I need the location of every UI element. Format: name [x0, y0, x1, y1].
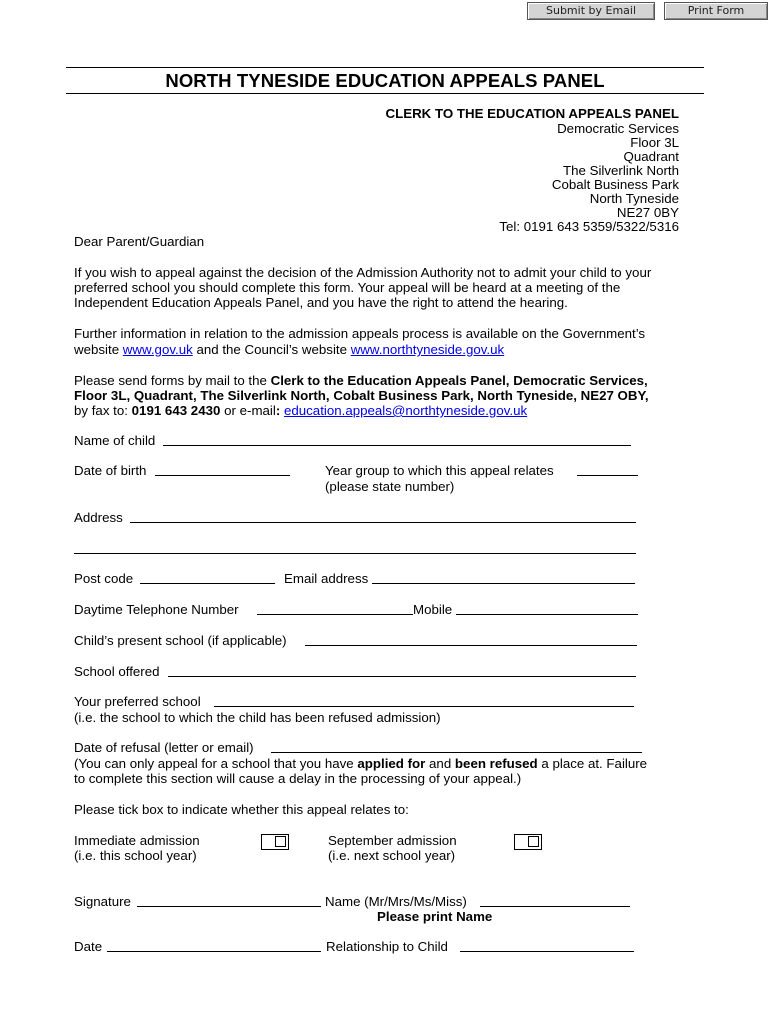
address-line: Cobalt Business Park: [551, 177, 679, 192]
page-title: NORTH TYNESIDE EDUCATION APPEALS PANEL: [165, 70, 605, 91]
print-name-note: Please print Name: [377, 909, 493, 924]
mobile-field[interactable]: [456, 614, 638, 615]
refusal-note-text: and: [425, 756, 455, 771]
email-address-field[interactable]: [372, 583, 635, 584]
child-name-label: Name of child: [74, 433, 156, 448]
send-paragraph-line: [74, 403, 527, 418]
info-text: and the Council’s website: [192, 342, 351, 357]
refusal-date-label: Date of refusal (letter or email): [74, 740, 254, 755]
tick-prompt: Please tick box to indicate whether this appeal relates to:: [74, 802, 409, 817]
submit-by-email-button[interactable]: Submit by Email: [527, 2, 655, 20]
child-name-field[interactable]: [163, 445, 631, 446]
date-field[interactable]: [107, 951, 321, 952]
north-tyneside-link[interactable]: www.northtyneside.gov.uk: [350, 342, 505, 357]
send-text: or e-mail: [220, 403, 276, 418]
info-paragraph-line: [74, 342, 504, 357]
title-top-rule: [66, 67, 704, 68]
name-field[interactable]: [480, 906, 630, 907]
present-school-label: Child’s present school (if applicable): [74, 633, 287, 648]
address-line: Quadrant: [623, 149, 679, 164]
salutation: Dear Parent/Guardian: [74, 234, 205, 249]
checkbox-box-icon: [275, 836, 286, 847]
address-line: The Silverlink North: [562, 163, 679, 178]
date-label: Date: [74, 939, 103, 954]
mobile-label: Mobile: [413, 602, 453, 617]
signature-field[interactable]: [137, 906, 321, 907]
clerk-heading: CLERK TO THE EDUCATION APPEALS PANEL: [385, 106, 679, 121]
year-group-field[interactable]: [577, 475, 638, 476]
address-line: Democratic Services: [557, 121, 679, 136]
refusal-note-line: to complete this section will cause a delay in the processing of your appeal.): [74, 771, 522, 786]
intro-paragraph-line: If you wish to appeal against the decision of the Admission Authority not to admit your child to your: [74, 265, 652, 280]
send-text: :: [275, 403, 281, 418]
telephone-line: Tel: 0191 643 5359/5322/5316: [499, 219, 679, 234]
immediate-admission-label: Immediate admission: [74, 833, 200, 848]
address-line: NE27 0BY: [616, 205, 679, 220]
title-bottom-rule: [66, 93, 704, 94]
address-label: Address: [74, 510, 123, 525]
print-form-button[interactable]: Print Form: [664, 2, 768, 20]
email-link[interactable]: education.appeals@northtyneside.gov.uk: [283, 403, 528, 418]
immediate-admission-note: (i.e. this school year): [74, 848, 197, 863]
send-text: by fax to:: [74, 403, 132, 418]
post-code-field[interactable]: [140, 583, 275, 584]
address-field[interactable]: [130, 522, 636, 523]
post-code-label: Post code: [74, 571, 134, 586]
september-admission-label: September admission: [328, 833, 457, 848]
school-offered-field[interactable]: [168, 676, 636, 677]
dob-label: Date of birth: [74, 463, 147, 478]
daytime-phone-field[interactable]: [257, 614, 413, 615]
address-line: North Tyneside: [589, 191, 679, 206]
school-offered-label: School offered: [74, 664, 160, 679]
send-text: Please send forms by mail to the: [74, 373, 271, 388]
september-admission-checkbox[interactable]: [514, 834, 542, 850]
send-paragraph-line: [74, 373, 648, 388]
name-label: Name (Mr/Mrs/Ms/Miss): [325, 894, 467, 909]
address-line: Floor 3L: [630, 135, 679, 150]
fax-number: 0191 643 2430: [131, 403, 221, 418]
send-paragraph-line: Floor 3L, Quadrant, The Silverlink North, Cobalt Business Park, North Tyneside, NE27 OBY,: [74, 388, 649, 403]
refusal-note-bold: applied for: [357, 756, 426, 771]
intro-paragraph-line: Independent Education Appeals Panel, and you have the right to attend the hearing.: [74, 295, 568, 310]
preferred-school-field[interactable]: [214, 706, 634, 707]
preferred-school-label: Your preferred school: [74, 694, 201, 709]
september-admission-note: (i.e. next school year): [328, 848, 456, 863]
refusal-note-line: [74, 756, 647, 771]
dob-field[interactable]: [155, 475, 290, 476]
year-group-note: (please state number): [325, 479, 455, 494]
daytime-phone-label: Daytime Telephone Number: [74, 602, 239, 617]
info-paragraph-line: Further information in relation to the admission appeals process is available on the Government’s: [74, 326, 646, 341]
year-group-label: Year group to which this appeal relates: [325, 463, 554, 478]
refusal-note-text: a place at. Failure: [537, 756, 648, 771]
refusal-note-text: (You can only appeal for a school that you have: [74, 756, 358, 771]
info-text: website: [74, 342, 123, 357]
preferred-school-note: (i.e. the school to which the child has been refused admission): [74, 710, 441, 725]
send-text-bold: Clerk to the Education Appeals Panel, Democratic Services,: [270, 373, 648, 388]
intro-paragraph-line: preferred school you should complete this form. Your appeal will be heard at a meeting of the: [74, 280, 621, 295]
immediate-admission-checkbox[interactable]: [261, 834, 289, 850]
signature-label: Signature: [74, 894, 131, 909]
email-address-label: Email address: [284, 571, 369, 586]
relationship-label: Relationship to Child: [326, 939, 448, 954]
gov-uk-link[interactable]: www.gov.uk: [122, 342, 193, 357]
checkbox-box-icon: [528, 836, 539, 847]
refusal-date-field[interactable]: [271, 752, 642, 753]
address-field-line-2[interactable]: [74, 553, 636, 554]
relationship-field[interactable]: [460, 951, 634, 952]
refusal-note-bold: been refused: [454, 756, 538, 771]
present-school-field[interactable]: [305, 645, 637, 646]
